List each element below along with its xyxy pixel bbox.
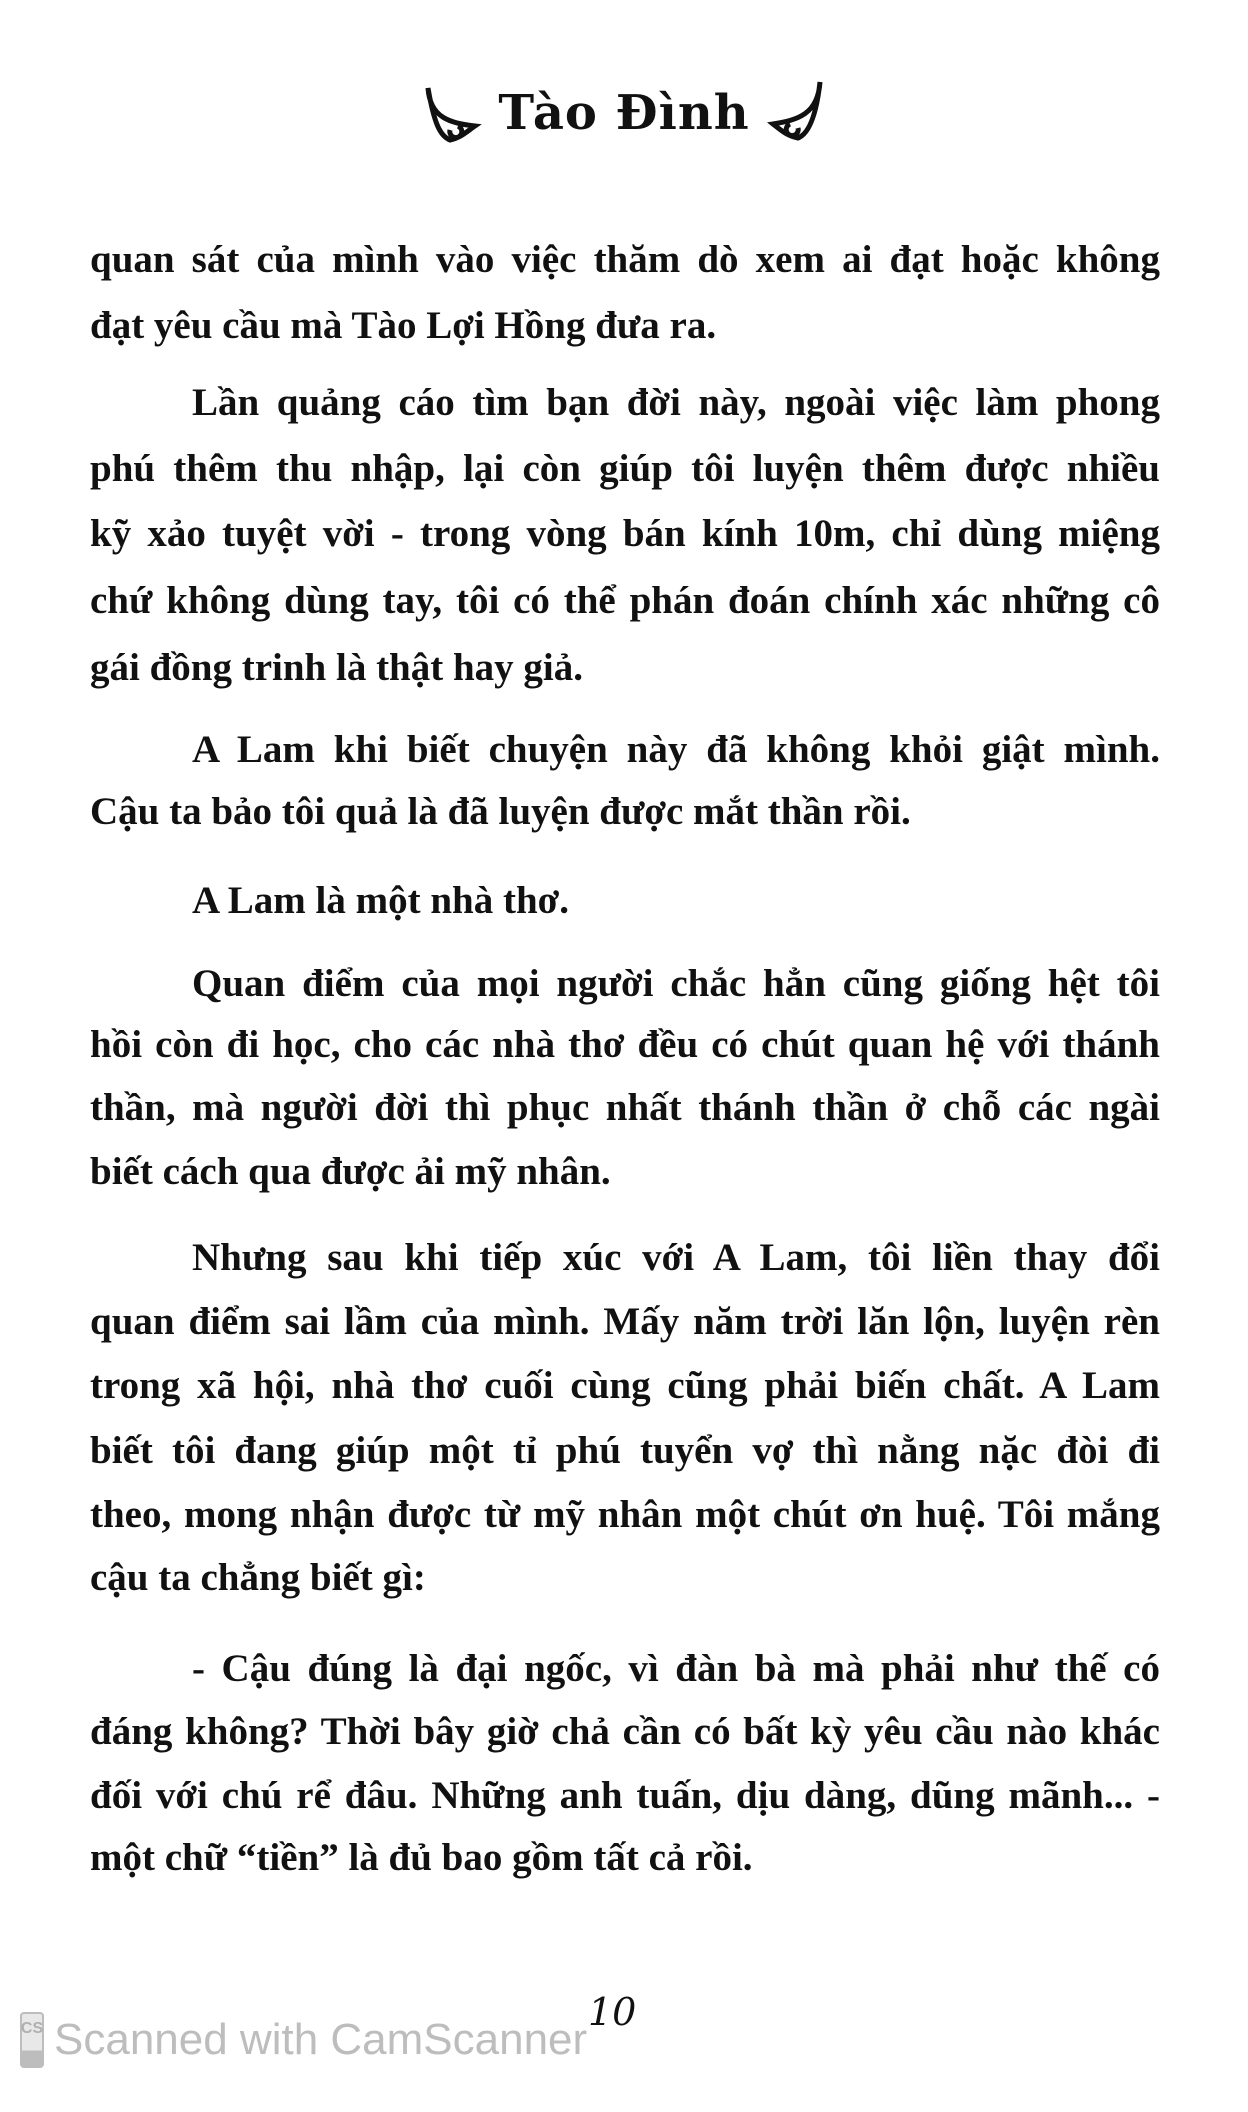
text-line: quan sát của mình vào việc thăm dò xem ai đạt hoặc không (90, 238, 1160, 281)
camscanner-logo-icon: CS (20, 2012, 44, 2068)
camscanner-watermark (20, 2012, 587, 2068)
text-line: chứ không dùng tay, tôi có thể phán đoán chính xác những cô (90, 579, 1160, 622)
text-line: quan điểm sai lầm của mình. Mấy năm trời lăn lộn, luyện rèn (90, 1300, 1160, 1343)
watermark-text: Scanned with CamScanner (54, 2015, 588, 2064)
text-line: A Lam khi biết chuyện này đã không khỏi giật mình. (192, 728, 1160, 771)
text-line: Lần quảng cáo tìm bạn đời này, ngoài việc làm phong (192, 381, 1160, 424)
text-line: phú thêm thu nhập, lại còn giúp tôi luyện thêm được nhiều (90, 447, 1160, 490)
left-wing-icon (420, 78, 490, 148)
text-line: một chữ “tiền” là đủ bao gồm tất cả rồi. (90, 1836, 753, 1879)
text-line: theo, mong nhận được từ mỹ nhân một chút ơn huệ. Tôi mắng (90, 1493, 1160, 1536)
text-line: đáng không? Thời bây giờ chả cần có bất kỳ yêu cầu nào khác (90, 1710, 1160, 1753)
running-header (0, 68, 1248, 158)
text-line: Nhưng sau khi tiếp xúc với A Lam, tôi liền thay đổi (192, 1236, 1160, 1279)
page-number: 10 (588, 1990, 637, 2034)
text-line: Cậu ta bảo tôi quả là đã luyện được mắt thần rồi. (90, 790, 911, 833)
text-line: - Cậu đúng là đại ngốc, vì đàn bà mà phải như thế có (192, 1647, 1160, 1690)
header-title: Tào Đình (498, 85, 750, 141)
text-line: hồi còn đi học, cho các nhà thơ đều có chút quan hệ với thánh (90, 1023, 1160, 1066)
text-line: đối với chú rể đâu. Những anh tuấn, dịu dàng, dũng mãnh... - (90, 1774, 1160, 1817)
text-line: đạt yêu cầu mà Tào Lợi Hồng đưa ra. (90, 304, 717, 347)
right-wing-icon (758, 78, 828, 148)
text-line: thần, mà người đời thì phục nhất thánh thần ở chỗ các ngài (90, 1086, 1160, 1129)
text-line: cậu ta chẳng biết gì: (90, 1556, 426, 1599)
text-line: Quan điểm của mọi người chắc hẳn cũng giống hệt tôi (192, 962, 1160, 1005)
text-line: biết cách qua được ải mỹ nhân. (90, 1150, 611, 1193)
text-line: biết tôi đang giúp một tỉ phú tuyển vợ thì nằng nặc đòi đi (90, 1429, 1160, 1472)
text-line: A Lam là một nhà thơ. (192, 879, 569, 922)
text-line: trong xã hội, nhà thơ cuối cùng cũng phải biến chất. A Lam (90, 1364, 1160, 1407)
text-line: gái đồng trinh là thật hay giả. (90, 646, 584, 689)
text-line: kỹ xảo tuyệt vời - trong vòng bán kính 10m, chỉ dùng miệng (90, 512, 1160, 555)
